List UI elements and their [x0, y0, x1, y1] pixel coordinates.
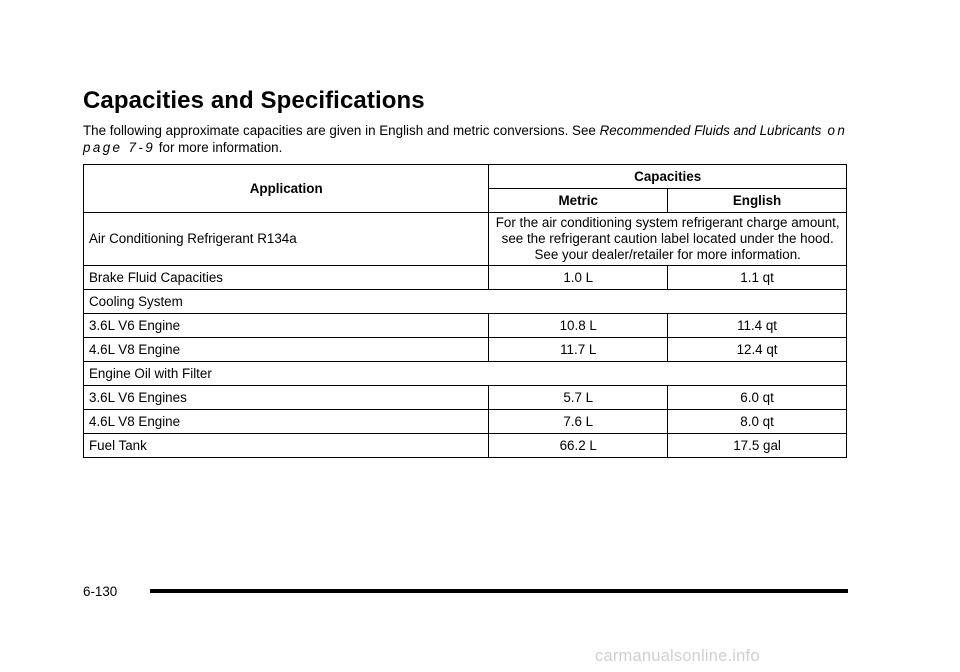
- page-number: 6-130: [83, 584, 118, 599]
- intro-text-after: for more information.: [155, 140, 283, 155]
- table-row: [84, 410, 847, 434]
- cell-ac-note: For the air conditioning system refrigerant charge amount, see the refrigerant caution label located under the hood. See your dealer/retailer for more information.: [489, 213, 847, 266]
- cell-metric: 7.6 L: [489, 410, 668, 434]
- cell-application: 3.6L V6 Engine: [84, 314, 489, 338]
- capacities-table: [83, 164, 847, 458]
- table-row-group: [84, 290, 847, 314]
- table-row: [84, 386, 847, 410]
- intro-text-before: The following approximate capacities are given in English and metric conversions. See: [83, 123, 600, 138]
- cell-application: 3.6L V6 Engines: [84, 386, 489, 410]
- cell-group-label: Engine Oil with Filter: [84, 362, 847, 386]
- cell-application: 4.6L V8 Engine: [84, 338, 489, 362]
- cell-metric: 1.0 L: [489, 266, 668, 290]
- table-row: [84, 338, 847, 362]
- cell-application: 4.6L V8 Engine: [84, 410, 489, 434]
- link-page-number: 7-9: [128, 140, 156, 155]
- cell-english: 17.5 gal: [668, 434, 847, 458]
- link-text: Recommended Fluids and Lubricants: [599, 123, 822, 138]
- cell-application: Air Conditioning Refrigerant R134a: [84, 213, 489, 266]
- table-row: [84, 434, 847, 458]
- table-row: [84, 314, 847, 338]
- cell-application: Brake Fluid Capacities: [84, 266, 489, 290]
- header-application: Application: [84, 165, 489, 213]
- intro-paragraph: [83, 122, 853, 156]
- cell-english: 8.0 qt: [668, 410, 847, 434]
- table-row: [84, 266, 847, 290]
- cell-metric: 10.8 L: [489, 314, 668, 338]
- header-row-top: [84, 165, 847, 189]
- footer-divider: [150, 589, 848, 593]
- watermark: carmanualsonline.info: [595, 647, 760, 665]
- cell-metric: 5.7 L: [489, 386, 668, 410]
- header-english: English: [668, 189, 847, 213]
- cell-english: 11.4 qt: [668, 314, 847, 338]
- cell-english: 6.0 qt: [668, 386, 847, 410]
- table-row-ac: [84, 213, 847, 266]
- table-row-group: [84, 362, 847, 386]
- link-page-prefix: on page: [83, 123, 848, 155]
- page-title: Capacities and Specifications: [83, 87, 425, 114]
- cell-group-label: Cooling System: [84, 290, 847, 314]
- cell-english: 12.4 qt: [668, 338, 847, 362]
- header-capacities: Capacities: [489, 165, 847, 189]
- cell-metric: 66.2 L: [489, 434, 668, 458]
- cell-english: 1.1 qt: [668, 266, 847, 290]
- cell-metric: 11.7 L: [489, 338, 668, 362]
- cell-application: Fuel Tank: [84, 434, 489, 458]
- header-metric: Metric: [489, 189, 668, 213]
